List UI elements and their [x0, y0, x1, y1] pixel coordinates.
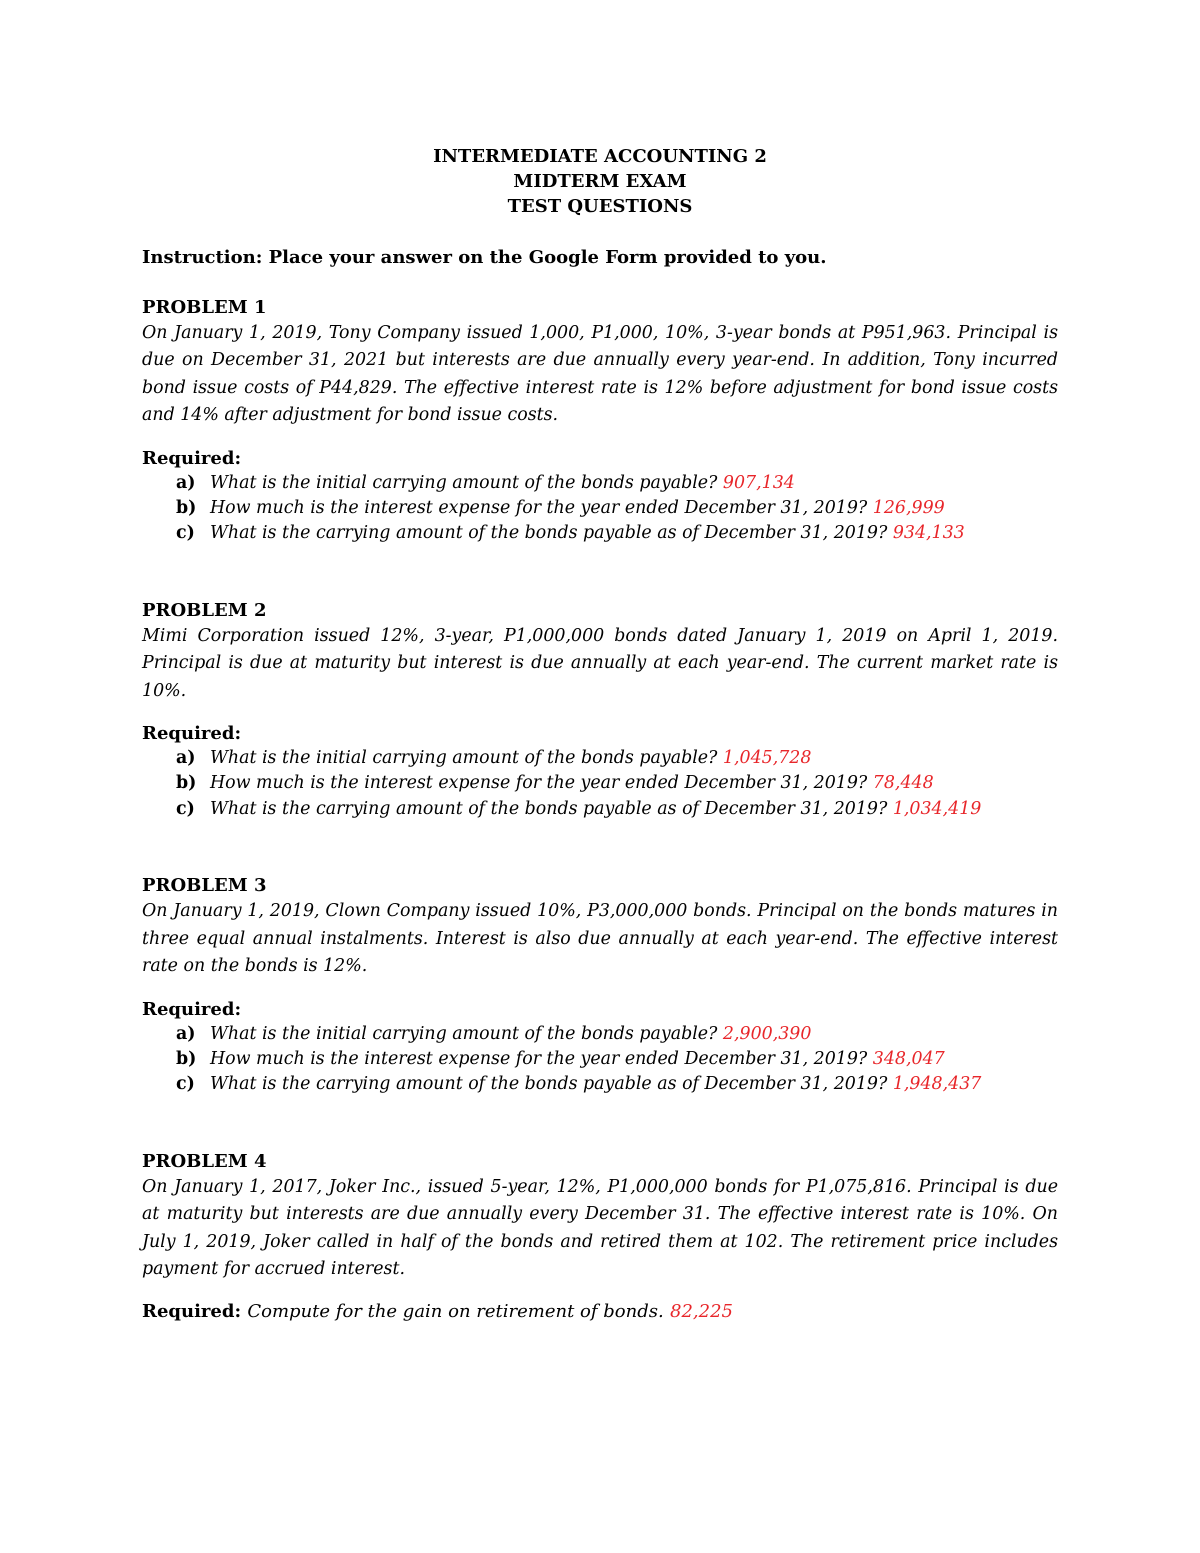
question-letter: c): [176, 798, 195, 819]
problem-2: [142, 598, 1058, 822]
problem-3: [142, 873, 1058, 1097]
answer-value: 907,134: [722, 472, 795, 493]
question-text: What is the carrying amount of the bonds payable as of December 31, 2019?: [210, 798, 888, 819]
question-text: What is the carrying amount of the bonds payable as of December 31, 2019?: [210, 523, 888, 544]
problem-heading: PROBLEM 2: [142, 599, 267, 621]
question-letter: b): [176, 773, 197, 794]
question-item: [142, 1047, 1058, 1072]
question-item: [142, 771, 1058, 796]
document-page: [142, 144, 1058, 1324]
question-letter: a): [176, 748, 196, 769]
required-label: Required:: [142, 723, 242, 745]
question-text: What is the initial carrying amount of the bonds payable?: [210, 1023, 718, 1044]
course-title: INTERMEDIATE ACCOUNTING 2: [433, 146, 767, 167]
question-item: [142, 1022, 1058, 1047]
question-letter: a): [176, 1023, 196, 1044]
exam-title: MIDTERM EXAM: [513, 171, 687, 192]
answer-value: 78,448: [872, 773, 934, 794]
answer-value: 82,225: [670, 1301, 733, 1323]
problem-statement: On January 1, 2017, Joker Inc., issued 5-year, 12%, P1,000,000 bonds for P1,075,816. Principal is due at maturity but interests are due annually every December 31. The effective interest rate is 10%. On July 1, 2019, Joker called in half of the bonds and retired them at 102. The retirement price includes payment for accrued interest.: [142, 1176, 1058, 1279]
required-label: Required:: [142, 998, 242, 1020]
problem-heading: PROBLEM 1: [142, 297, 267, 318]
question-letter: a): [176, 472, 196, 493]
required-label: Required:: [142, 447, 242, 469]
answer-value: 934,133: [892, 523, 965, 544]
question-text: How much is the interest expense for the year ended December 31, 2019?: [210, 1048, 868, 1069]
answer-value: 348,047: [872, 1048, 945, 1069]
question-list: [142, 471, 1058, 547]
problem-statement: On January 1, 2019, Clown Company issued 10%, P3,000,000 bonds. Principal on the bonds matures in three equal annual instalments. Interest is also due annually at each year-end. The effective interest rate on the bonds is 12%.: [142, 901, 1058, 977]
question-item: [142, 797, 1058, 822]
instruction-text: Instruction: Place your answer on the Google Form provided to you.: [142, 247, 827, 268]
question-list: [142, 746, 1058, 822]
problem-heading: PROBLEM 4: [142, 1150, 267, 1172]
problem-heading: PROBLEM 3: [142, 875, 267, 897]
question-item: [142, 471, 1058, 496]
answer-value: 1,034,419: [892, 798, 982, 819]
question-item: [142, 1072, 1058, 1097]
answer-value: 1,948,437: [892, 1074, 982, 1095]
problem-4: [142, 1149, 1058, 1325]
question-text: What is the initial carrying amount of the bonds payable?: [210, 472, 718, 493]
question-letter: c): [176, 1074, 195, 1095]
problem-statement: Mimi Corporation issued 12%, 3-year, P1,000,000 bonds dated January 1, 2019 on April 1, 2019. Principal is due at maturity but interest is due annually at each year-end. The current market rate is 10%.: [142, 625, 1058, 701]
answer-value: 2,900,390: [722, 1023, 812, 1044]
answer-value: 1,045,728: [722, 748, 812, 769]
question-text: How much is the interest expense for the year ended December 31, 2019?: [210, 498, 868, 519]
question-item: [142, 496, 1058, 521]
question-list: [142, 1022, 1058, 1098]
question-text: What is the initial carrying amount of the bonds payable?: [210, 748, 718, 769]
question-text: How much is the interest expense for the year ended December 31, 2019?: [210, 773, 868, 794]
question-text: What is the carrying amount of the bonds payable as of December 31, 2019?: [210, 1074, 888, 1095]
section-title: TEST QUESTIONS: [507, 196, 693, 217]
problem-statement: On January 1, 2019, Tony Company issued 1,000, P1,000, 10%, 3-year bonds at P951,963. Principal is due on December 31, 2021 but interests are due annually every year-end. In addition, Tony incurred bond issue costs of P44,829. The effective interest rate is 12% before adjustment for bond issue costs and 14% after adjustment for bond issue costs.: [142, 323, 1058, 426]
document-title: [142, 144, 1058, 219]
answer-value: 126,999: [872, 498, 945, 519]
question-letter: c): [176, 523, 195, 544]
required-text: Compute for the gain on retirement of bonds.: [247, 1301, 664, 1323]
problem-1: [142, 295, 1058, 547]
required-line: [142, 1299, 1058, 1324]
question-item: [142, 746, 1058, 771]
question-letter: b): [176, 1048, 197, 1069]
question-item: [142, 521, 1058, 546]
question-letter: b): [176, 498, 197, 519]
required-label: Required:: [142, 1301, 242, 1323]
